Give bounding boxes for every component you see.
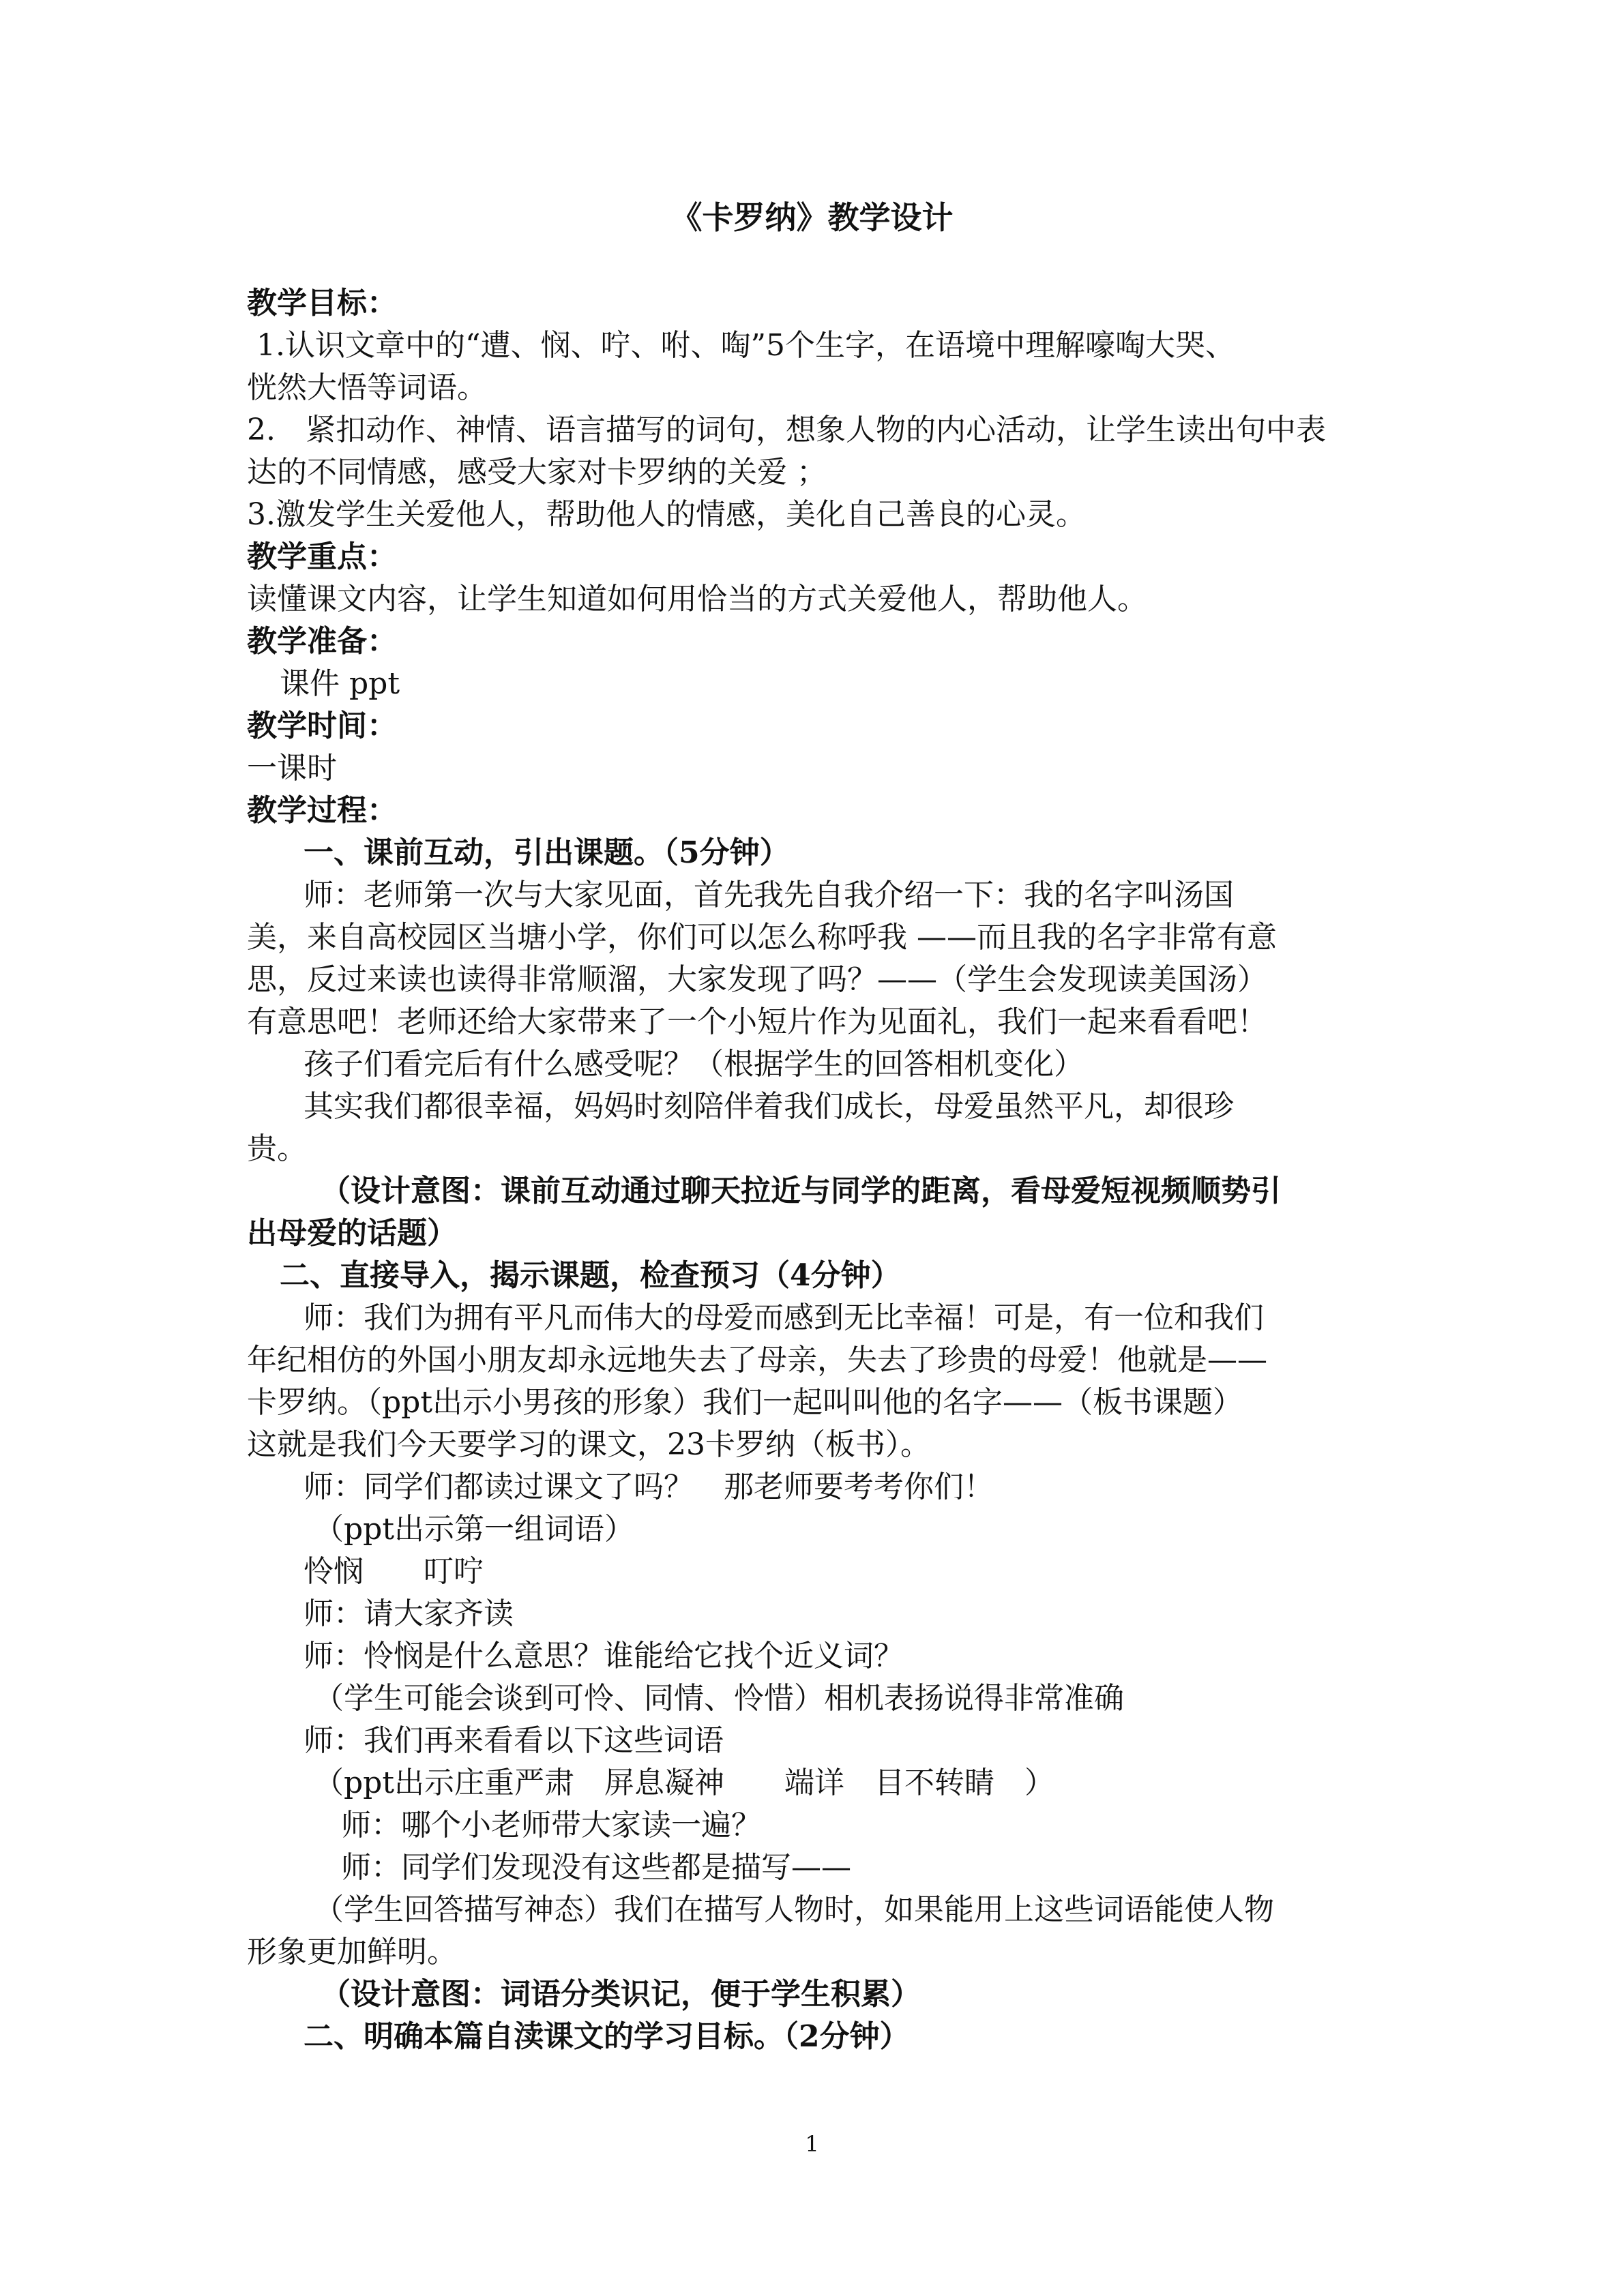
section-heading: 二、明确本篇自渎课文的学习目标。（2分钟） xyxy=(304,2019,910,2054)
document-title: 《卡罗纳》教学设计 xyxy=(670,199,954,236)
text-line: 贵。 xyxy=(247,1131,307,1166)
section-heading: 二、直接导入，揭示课题，检查预习（4分钟） xyxy=(280,1258,901,1293)
text-line: 3.激发学生关爱他人，帮助他人的情感，美化自己善良的心灵。 xyxy=(247,497,1086,532)
heading-process: 教学过程： xyxy=(247,793,397,828)
text-line: （ppt出示第一组词语） xyxy=(314,1512,635,1547)
design-intent: （设计意图：词语分类识记，便于学生积累） xyxy=(321,1977,921,2012)
text-line: 读懂课文内容，让学生知道如何用恰当的方式关爱他人，帮助他人。 xyxy=(247,582,1147,616)
text-line: 美，来自高校园区当塘小学，你们可以怎么称呼我 ——而且我的名字非常有意 xyxy=(247,920,1277,955)
text-line: 课件 ppt xyxy=(280,666,400,701)
heading-preparation: 教学准备： xyxy=(247,624,397,659)
text-line: （学生回答描写神态）我们在描写人物时，如果能用上这些词语能使人物 xyxy=(314,1892,1274,1927)
text-line: 1.认识文章中的“遭、悯、咛、咐、啕”5个生字，在语境中理解嚎啕大哭、 xyxy=(256,328,1235,363)
text-line: 年纪相仿的外国小朋友却永远地失去了母亲，失去了珍贵的母爱！他就是—— xyxy=(247,1343,1267,1377)
heading-key-points: 教学重点： xyxy=(247,539,397,574)
text-line: 恍然大悟等词语。 xyxy=(247,370,487,405)
page-number: 1 xyxy=(805,2131,819,2157)
design-intent: 出母爱的话题） xyxy=(247,1216,457,1251)
text-line: 师：我们再来看看以下这些词语 xyxy=(304,1723,724,1758)
text-line: 孩子们看完后有什么感受呢？（根据学生的回答相机变化） xyxy=(304,1047,1084,1082)
design-intent: （设计意图：课前互动通过聊天拉近与同学的距离，看母爱短视频顺势引 xyxy=(321,1174,1281,1208)
text-line: 其实我们都很幸福，妈妈时刻陪伴着我们成长，母爱虽然平凡，却很珍 xyxy=(304,1089,1234,1124)
text-line: 这就是我们今天要学习的课文，23卡罗纳（板书）。 xyxy=(247,1427,930,1462)
text-line: 师：老师第一次与大家见面，首先我先自我介绍一下：我的名字叫汤国 xyxy=(304,878,1234,912)
text-line: （学生可能会谈到可怜、同情、怜惜）相机表扬说得非常准确 xyxy=(314,1681,1124,1716)
text-line: 师：我们为拥有平凡而伟大的母爱而感到无比幸福！可是，有一位和我们 xyxy=(304,1300,1264,1335)
text-line: 有意思吧！老师还给大家带来了一个小短片作为见面礼，我们一起来看看吧！ xyxy=(247,1004,1267,1039)
text-line: 师：同学们都读过课文了吗？ 那老师要考考你们！ xyxy=(304,1470,994,1504)
text-line: 达的不同情感，感受大家对卡罗纳的关爱 ； xyxy=(247,455,827,490)
heading-time: 教学时间： xyxy=(247,709,397,743)
text-line: 师：怜悯是什么意思？谁能给它找个近义词？ xyxy=(304,1639,904,1673)
text-line: 一课时 xyxy=(247,751,337,786)
text-line: 形象更加鲜明。 xyxy=(247,1935,457,1969)
text-line: 师：哪个小老师带大家读一遍？ xyxy=(341,1808,761,1843)
section-heading: 一、课前互动，引出课题。（5分钟） xyxy=(304,835,790,870)
text-line: 师：请大家齐读 xyxy=(304,1596,514,1631)
text-line: （ppt出示庄重严肃 屏息凝神 端详 目不转睛 ） xyxy=(314,1765,1055,1800)
text-line: 怜悯 叮咛 xyxy=(304,1554,484,1589)
heading-objectives: 教学目标： xyxy=(247,286,397,320)
text-line: 2. 紧扣动作、神情、语言描写的词句，想象人物的内心活动，让学生读出句中表 xyxy=(247,413,1326,447)
text-line: 卡罗纳。（ppt出示小男孩的形象）我们一起叫叫他的名字——（板书课题） xyxy=(247,1385,1243,1420)
text-line: 思，反过来读也读得非常顺溜，大家发现了吗？——（学生会发现读美国汤） xyxy=(247,962,1267,997)
text-line: 师：同学们发现没有这些都是描写—— xyxy=(341,1850,851,1885)
